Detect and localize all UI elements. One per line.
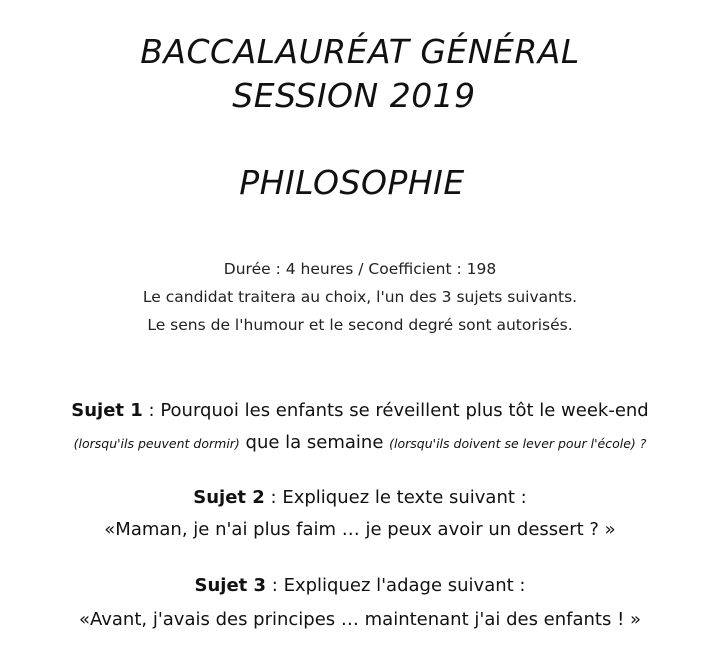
sujet-3 [0,575,720,596]
sujet-3-sep: : [266,575,284,596]
title-line-1: BACCALAURÉAT GÉNÉRAL [140,32,580,71]
subject-title: PHILOSOPHIE [239,163,465,202]
sujet-2-label: Sujet 2 [193,487,265,508]
sujet-2-sep: : [264,487,283,508]
sujet-1-continuation [0,432,720,453]
sujet-1-sep: : [142,400,161,421]
sujet-1 [0,400,720,421]
duration-coefficient: Durée : 4 heures / Coefficient : 198 [223,260,497,278]
sujet-3-quote: «Avant, j'avais des principes … maintenant j'ai des enfants ! » [78,609,642,630]
title-line-2: SESSION 2019 [232,76,476,115]
sujet-3-label: Sujet 3 [194,575,267,596]
humour-note: Le sens de l'humour et le second degré sont autorisés. [147,316,573,334]
instructions: Le candidat traitera au choix, l'un des 3 sujets suivants. [142,288,578,306]
sujet-1-label: Sujet 1 [71,400,143,421]
sujet-2 [0,487,720,508]
sujet-3-text: Expliquez l'adage suivant : [283,575,526,596]
sujet-1-note-1: (lorsqu'ils peuvent dormir) [73,436,240,451]
sujet-1-middle: que la semaine [239,432,390,453]
sujet-2-quote: «Maman, je n'ai plus faim … je peux avoir un dessert ? » [104,519,616,540]
sujet-1-text: Pourquoi les enfants se réveillent plus tôt le week-end [160,400,649,421]
sujet-2-text: Expliquez le texte suivant : [282,487,527,508]
sujet-1-note-2: (lorsqu'ils doivent se lever pour l'école) ? [389,436,647,451]
